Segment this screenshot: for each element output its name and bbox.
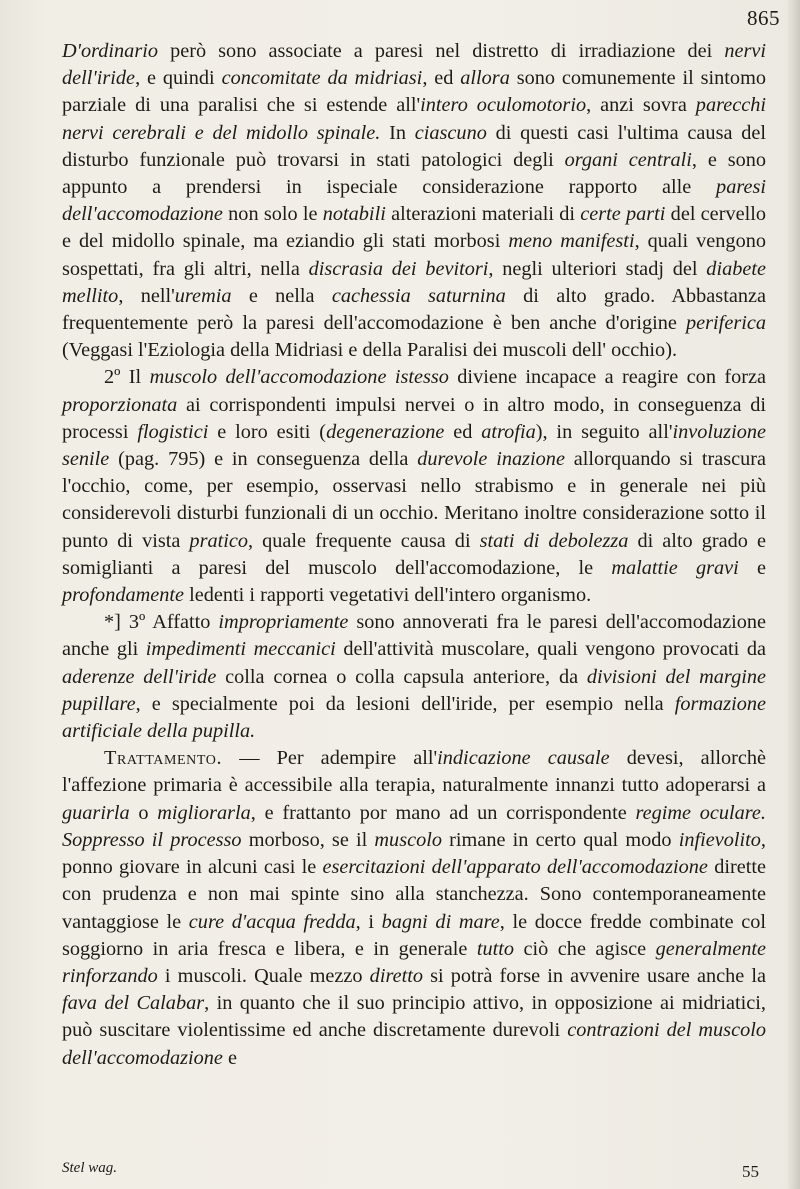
italic-run: fava del Calabar — [62, 992, 205, 1015]
text-run: ledenti i rapporti vegetativi dell'intero organismo. — [184, 584, 592, 607]
text-run: e loro esiti ( — [208, 420, 327, 443]
text-run: sono annoverati fra le paresi dell'accomodazione anche gli — [62, 611, 766, 661]
text-run: , negli ulteriori stadj del — [488, 257, 707, 280]
italic-run: generalmente rinforzando — [62, 937, 766, 987]
text-run — [386, 366, 394, 388]
italic-run: parecchi nervi cerebrali e del midollo spinale. — [62, 94, 766, 144]
italic-run: organi centrali — [564, 148, 692, 171]
italic-run: aderenze dell'iride — [62, 665, 217, 688]
italic-run: stati di debolezza — [479, 529, 629, 552]
text-run: e — [738, 556, 766, 579]
italic-run: nervi dell'iride — [62, 40, 766, 90]
text-run: , in quanto che il suo principio attivo, in opposizione ai midriatici, può suscitare violentissime ed anche discretamente durevoli — [62, 992, 766, 1042]
paragraph — [62, 364, 766, 609]
text-run: , e quindi — [135, 67, 222, 90]
text-run: del cervello e del midollo spinale, ma eziandio gli stati morbosi — [62, 203, 766, 253]
paragraph — [62, 745, 766, 1071]
text-run: , e specialmente poi da lesioni dell'iride, per esempio nella — [135, 692, 675, 715]
italic-run: intero oculomotorio — [420, 94, 587, 117]
printer-signature: Stel wag. — [62, 1160, 117, 1176]
text-run: , anzi sovra — [586, 94, 696, 117]
italic-run: periferica — [686, 312, 766, 335]
text-run: e — [222, 1046, 237, 1069]
section-heading: Trattamento. — [104, 747, 223, 770]
italic-run: migliorarla — [157, 801, 251, 824]
italic-run: involuzione senile — [62, 420, 766, 471]
text-run: devesi, allorchè l'affezione primaria è accessibile alla terapia, naturalmente innanzi tutto adoperarsi a — [62, 747, 766, 797]
italic-run: D'ordinario — [62, 40, 158, 62]
text-run: però sono associate a paresi nel distretto di irradiazione dei — [158, 40, 725, 62]
italic-run: esercitazioni dell'apparato dell'accomodazione — [322, 856, 708, 879]
text-run: , e frattanto por mano ad un corrispondente — [250, 801, 636, 824]
italic-run: notabili — [322, 203, 386, 226]
text-run: dell'attività muscolare, quali vengono provocati da — [335, 638, 766, 661]
text-run: , i — [355, 910, 382, 933]
text-run: o — [129, 801, 158, 824]
text-run: alterazioni materiali di — [385, 203, 581, 226]
italic-run: guarirla — [62, 801, 130, 824]
text-run: ), in seguito all' — [535, 420, 673, 443]
italic-run: atrofia — [481, 420, 536, 443]
text-run: di alto grado e somiglianti a paresi del muscolo dell'accomodazione, le — [62, 529, 766, 579]
text-run: ciò che agisce — [514, 937, 656, 960]
body-text — [62, 38, 766, 1072]
italic-run: tutto — [476, 937, 515, 960]
text-run: diviene incapace a reagire con forza — [448, 366, 766, 389]
text-run: (pag. 795) e in conseguenza della — [109, 448, 418, 471]
italic-run: diabete mellito — [62, 257, 766, 307]
italic-run: uremia — [174, 284, 232, 307]
text-run: di questi casi l'ultima causa del disturbo funzionale può trovarsi in stati patologici degli — [62, 121, 766, 171]
italic-run: diretto — [369, 964, 423, 987]
text-run: sono comunemente il sintomo parziale di una paralisi che si estende all' — [62, 67, 766, 117]
italic-run: impropriamente — [218, 611, 349, 634]
italic-run: istesso — [394, 366, 449, 389]
text-run: *] 3º Affatto — [104, 611, 219, 634]
italic-run: proporzionata — [62, 393, 178, 416]
text-run: , le docce fredde combinate col soggiorno in aria fresca e libera, e in generale — [62, 910, 767, 960]
italic-run: infievolito — [678, 828, 761, 851]
signature-number: 55 — [742, 1162, 759, 1181]
italic-run: regime oculare. Soppresso il processo — [62, 801, 767, 851]
text-run: di alto grado. Abbastanza frequentemente però la paresi dell'accomodazione è ben anche d'origine — [62, 284, 766, 335]
italic-run: profondamente — [62, 584, 185, 607]
text-run: , ponno giovare in alcuni casi le — [62, 828, 766, 879]
italic-run: ciascuno — [414, 121, 487, 144]
italic-run: bagni di mare — [381, 910, 500, 933]
italic-run: formazione artificiale della pupilla. — [62, 692, 766, 743]
italic-run: indicazione causale — [437, 747, 610, 770]
italic-run: allora — [460, 67, 510, 90]
italic-run: contrazioni del muscolo dell'accomodazione — [62, 1019, 766, 1069]
text-run: , quale frequente causa di — [248, 529, 480, 552]
paragraph — [62, 609, 766, 745]
page-number: 865 — [747, 6, 780, 30]
text-run: non solo le — [222, 203, 323, 226]
page-edge-shadow — [786, 0, 800, 1189]
italic-run: discrasia dei bevitori — [308, 257, 489, 280]
text-run: ed — [444, 420, 482, 443]
italic-run: paresi dell'accomodazione — [62, 176, 766, 226]
italic-run: degenerazione — [326, 420, 445, 443]
italic-run: cure d'acqua fredda — [188, 910, 356, 933]
italic-run: impedimenti meccanici — [145, 638, 336, 661]
italic-run: divisioni del margine pupillare — [62, 665, 766, 715]
italic-run: concomitate da midriasi — [221, 67, 423, 90]
text-run: morboso, se il — [241, 828, 375, 851]
italic-run: muscolo dell'accomodazione — [149, 366, 387, 389]
text-run: — Per adempire all' — [222, 747, 438, 770]
italic-run: flogistici — [137, 420, 209, 443]
text-run: ai corrispondenti impulsi nervei o in altro modo, in conseguenza di processi — [62, 393, 766, 443]
text-run: si potrà forse in avvenire usare anche la — [423, 964, 767, 987]
text-run: (Veggasi l'Eziologia della Midriasi e della Paralisi dei muscoli dell' occhio). — [62, 339, 678, 362]
italic-run: cachessia saturnina — [331, 284, 506, 307]
text-run: dirette con prudenza e non mai spinte sino alla stanchezza. Sono contemporaneamente vantaggiose le — [62, 856, 767, 933]
italic-run: malattie gravi — [611, 556, 739, 579]
text-run: rimane in certo qual modo — [442, 828, 679, 851]
text-run: colla cornea o colla capsula anteriore, da — [216, 665, 587, 688]
text-run: allorquando si trascura l'occhio, come, per esempio, osservasi nello strabismo e in generale nei più considerevoli disturbi funzionali di un occhio. Meritano inoltre considerazione sotto il punto di vista — [62, 448, 767, 552]
text-run: In — [380, 121, 415, 144]
italic-run: pratico — [189, 529, 249, 552]
text-run: 2º Il — [104, 366, 150, 389]
text-run: , quali vengono sospettati, fra gli altri, nella — [62, 230, 766, 280]
italic-run: muscolo — [374, 828, 443, 851]
italic-run: durevole inazione — [417, 448, 565, 471]
paragraph — [62, 38, 766, 364]
text-run: , e sono appunto a prendersi in ispeciale considerazione rapporto alle — [62, 148, 767, 199]
text-run: , ed — [422, 67, 461, 90]
italic-run: certe parti — [580, 203, 666, 226]
text-run: i muscoli. Quale mezzo — [157, 964, 370, 987]
italic-run: meno manifesti — [508, 230, 635, 253]
text-run: , nell' — [118, 284, 175, 307]
text-run: e nella — [231, 284, 332, 307]
